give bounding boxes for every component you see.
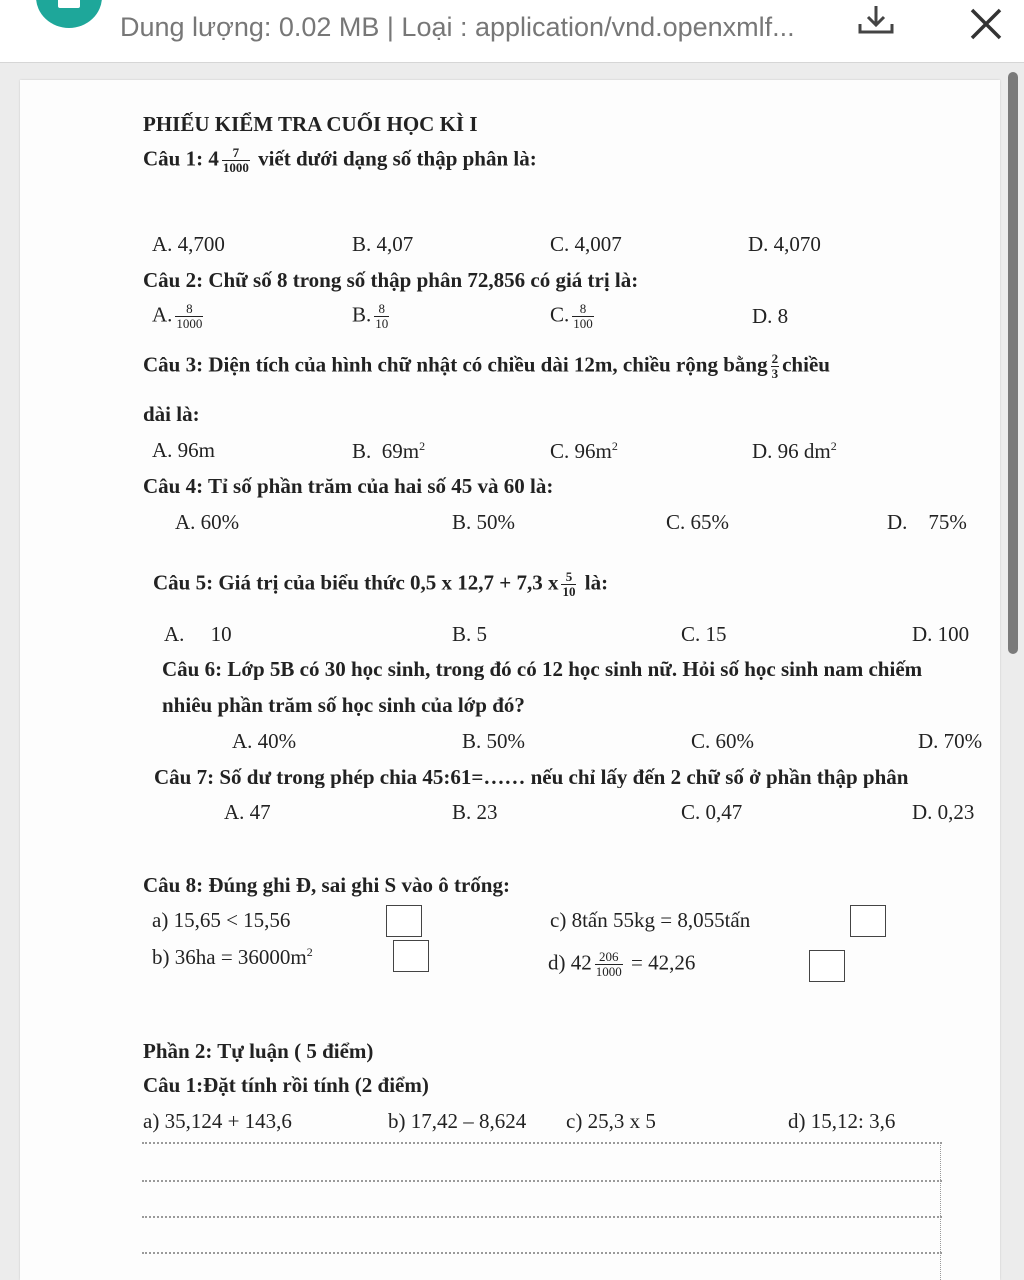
app-icon xyxy=(36,0,102,28)
part-2-item-d: d) 15,12: 3,6 xyxy=(788,1109,896,1133)
q5-option-d: D. 100 xyxy=(912,622,970,646)
part-2-item-c: c) 25,3 x 5 xyxy=(566,1109,656,1133)
q6-option-c: C. 60% xyxy=(691,729,754,753)
download-icon[interactable] xyxy=(854,2,898,42)
q8-item-c: c) 8tấn 55kg = 8,055tấn xyxy=(550,908,751,932)
q7-option-d: D. 0,23 xyxy=(912,800,975,824)
question-1: Câu 1: 4 $\frac{7}{1000}$ viết dưới dạng số thập phân là: xyxy=(143,145,537,176)
q2-option-b: B. $\frac{8}{10}$ xyxy=(352,301,389,332)
q1-option-d: D. 4,070 xyxy=(748,232,821,256)
top-bar xyxy=(0,0,1024,63)
q3-option-c: C. $96m^2$ xyxy=(550,439,618,463)
q6-option-d: D. 70% xyxy=(918,729,983,753)
q2-option-d: D. 8 xyxy=(752,304,789,328)
q8-answer-box-d[interactable] xyxy=(809,950,845,982)
answer-line xyxy=(142,1180,942,1182)
question-3-line-2: dài là: xyxy=(143,402,200,426)
question-6-line-2: nhiêu phần trăm số học sinh của lớp đó? xyxy=(162,693,525,717)
question-3: Câu 3: Diện tích của hình chữ nhật có chiều dài 12m, chiều rộng bằng $\frac{2}{3}$ chiều xyxy=(143,351,830,382)
q1-option-a: A. 4,700 xyxy=(152,232,225,256)
q8-item-b: b) $36ha = 36000m^2$ xyxy=(152,945,313,969)
q8-answer-box-c[interactable] xyxy=(850,905,886,937)
answer-line xyxy=(142,1142,942,1144)
q5-option-c: C. 15 xyxy=(681,622,727,646)
answer-line xyxy=(142,1252,942,1254)
question-5: Câu 5: Giá trị của biểu thức 0,5 x 12,7 + 7,3 x $\frac{5}{10}$ là: xyxy=(153,569,609,600)
question-7: Câu 7: Số dư trong phép chia 45:61=…… nếu chỉ lấy đến 2 chữ số ở phần thập phân xyxy=(154,767,909,788)
q7-option-b: B. 23 xyxy=(452,800,498,824)
part-2-question-1: Câu 1:Đặt tính rồi tính (2 điểm) xyxy=(143,1073,429,1097)
q3-option-b: B. $69m^2$ xyxy=(352,439,426,463)
answer-line xyxy=(142,1216,942,1218)
question-8: Câu 8: Đúng ghi Đ, sai ghi S vào ô trống: xyxy=(143,873,510,897)
part-2-item-a: a) 35,124 + 143,6 xyxy=(143,1109,292,1133)
q4-option-c: C. 65% xyxy=(666,510,729,534)
q8-answer-box-b[interactable] xyxy=(393,940,429,972)
q2-option-c: C. $\frac{8}{100}$ xyxy=(550,301,593,332)
q6-option-a: A. 40% xyxy=(232,729,297,753)
document-page xyxy=(20,80,1000,1280)
q8-answer-box-a[interactable] xyxy=(386,905,422,937)
q4-option-d: D. 75% xyxy=(887,510,967,534)
scrollbar[interactable] xyxy=(1008,72,1018,654)
q8-item-a: a) 15,65 < 15,56 xyxy=(152,908,291,932)
q8-item-d: d) 42 $\frac{206}{1000}$ = 42,26 xyxy=(548,949,696,980)
q6-option-b: B. 50% xyxy=(462,729,525,753)
question-2: Câu 2: Chữ số 8 trong số thập phân 72,856 có giá trị là: xyxy=(143,268,639,292)
close-icon[interactable] xyxy=(966,4,1006,44)
q2-option-a: A. $\frac{8}{1000}$ xyxy=(152,301,203,332)
q5-option-b: B. 5 xyxy=(452,622,488,646)
q4-option-b: B. 50% xyxy=(452,510,515,534)
question-4: Câu 4: Tỉ số phần trăm của hai số 45 và 60 là: xyxy=(143,474,554,498)
answer-area-border xyxy=(940,1142,941,1280)
q3-option-d: D. 96 $dm^2$ xyxy=(752,439,837,463)
doc-title: PHIẾU KIỂM TRA CUỐI HỌC KÌ I xyxy=(143,112,478,136)
q5-option-a: A. 10 xyxy=(164,622,232,646)
q7-option-c: C. 0,47 xyxy=(681,800,743,824)
q7-option-a: A. 47 xyxy=(224,800,271,824)
part-2-title: Phần 2: Tự luận ( 5 điểm) xyxy=(143,1039,374,1063)
file-info: Dung lượng: 0.02 MB | Loại : application/vnd.openxmlf... xyxy=(120,12,795,42)
question-6: Câu 6: Lớp 5B có 30 học sinh, trong đó có 12 học sinh nữ. Hỏi số học sinh nam chiếm xyxy=(162,659,923,680)
q1-option-c: C. 4,007 xyxy=(550,232,622,256)
q1-option-b: B. 4,07 xyxy=(352,232,414,256)
part-2-item-b: b) 17,42 – 8,624 xyxy=(388,1109,527,1133)
q3-option-a: A. 96m xyxy=(152,438,215,462)
q4-option-a: A. 60% xyxy=(175,510,240,534)
